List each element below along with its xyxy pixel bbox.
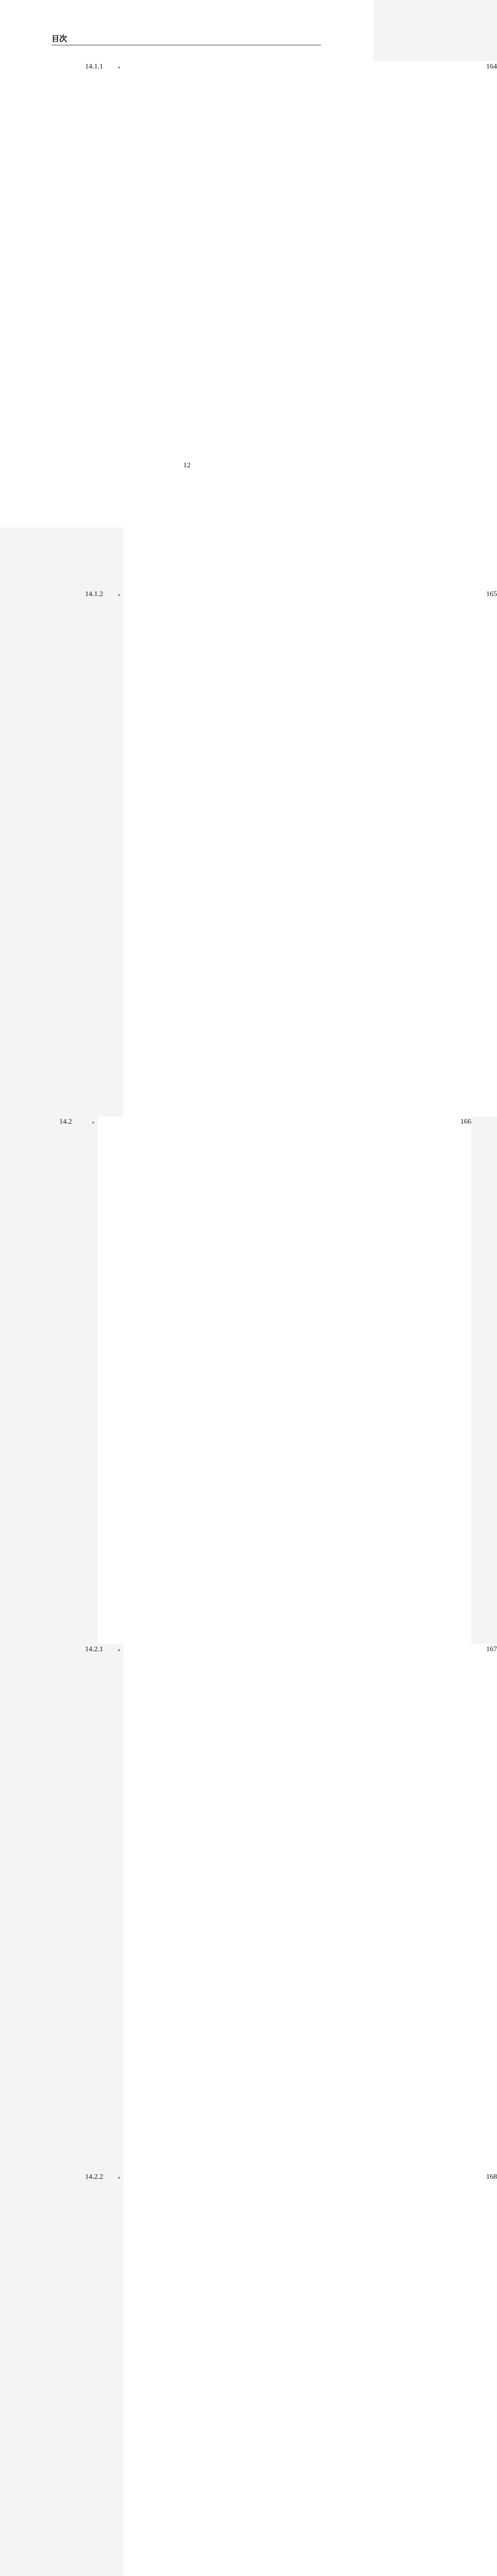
toc-entry-number: 14.2.1 xyxy=(85,1646,103,1653)
toc-dot-leader xyxy=(114,66,122,69)
toc-dot-leader xyxy=(114,594,122,596)
toc-list xyxy=(52,61,497,2576)
toc-entry-number: 14.2.2 xyxy=(85,2173,103,2181)
toc-entry-number: 14.2 xyxy=(59,1118,72,1126)
toc-dot-leader xyxy=(114,1649,122,1651)
toc-dot-leader xyxy=(89,1122,96,1124)
toc-entry-row xyxy=(52,2172,497,2576)
toc-page-number: 168 xyxy=(123,2172,497,2576)
toc-page-number: 164 xyxy=(123,61,497,589)
toc-dot-leader xyxy=(114,2177,122,2179)
toc-entry-row xyxy=(52,1644,497,2172)
toc-page-number: 166 xyxy=(97,1116,471,1644)
toc-entry-row xyxy=(52,589,497,1116)
toc-page-number: 167 xyxy=(123,1644,497,2172)
toc-entry-row xyxy=(52,1116,471,1644)
toc-entry-number: 14.1.1 xyxy=(85,63,103,71)
toc-page-number: 165 xyxy=(123,589,497,1116)
footer-page-number: 12 xyxy=(183,462,191,469)
toc-entry-row xyxy=(52,61,497,589)
running-head: 目次 xyxy=(52,35,68,43)
toc-entry-number: 14.1.2 xyxy=(85,590,103,598)
